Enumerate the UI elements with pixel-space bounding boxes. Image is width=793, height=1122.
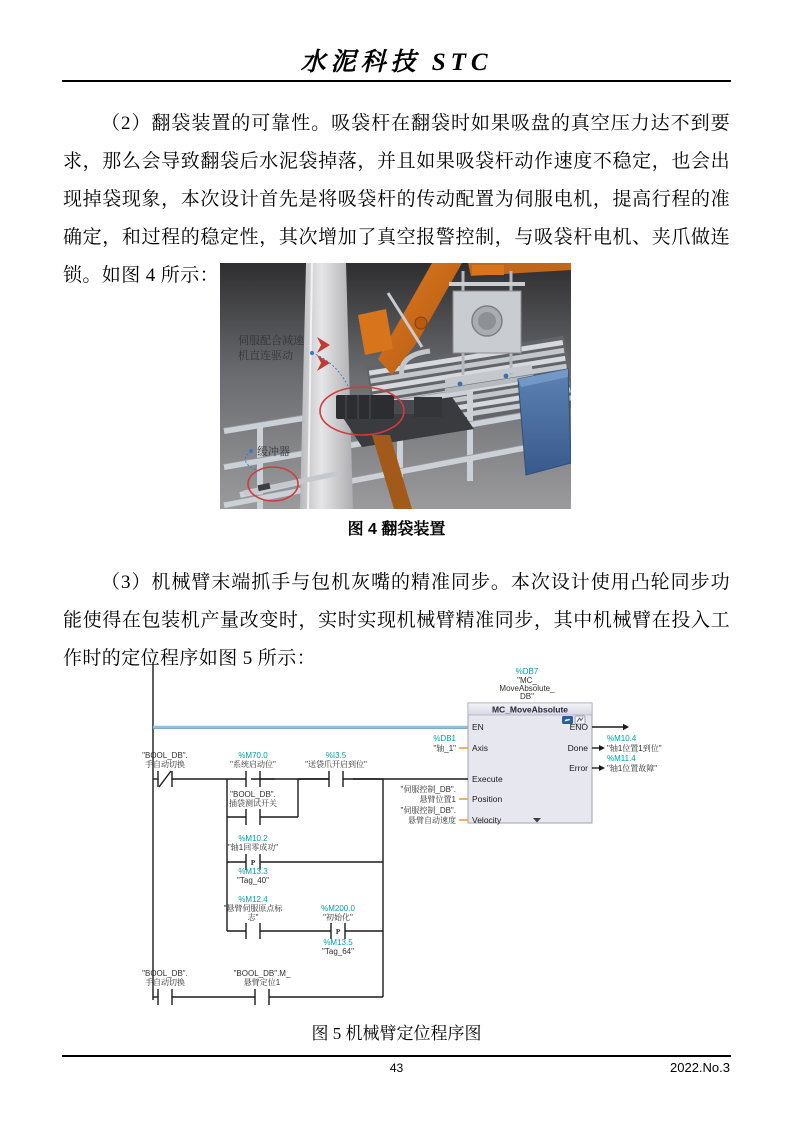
pin-eno: ENO xyxy=(569,722,588,732)
contact-system-start xyxy=(227,751,276,787)
branch-axis-homed xyxy=(227,834,383,885)
figure5-caption: 图 5 机械臂定位程序图 xyxy=(311,1024,482,1043)
page-number: 43 xyxy=(389,1061,404,1075)
servo-label-line1: 伺服配合减速 xyxy=(238,335,304,347)
rung-execute xyxy=(142,751,468,787)
contact-label: "BOOL_DB".M_ xyxy=(233,969,291,978)
contact-label: "送袋爪开启到位" xyxy=(305,760,367,769)
contact-address: %I3.5 xyxy=(325,751,347,760)
branch-arm-origin-init xyxy=(224,895,383,956)
contact-address: %M10.2 xyxy=(238,834,268,843)
contact-label: "BOOL_DB". xyxy=(142,751,188,760)
contact-label: "轴1回零成功" xyxy=(227,843,279,852)
footer-rule xyxy=(62,1055,731,1057)
edge-memory-address: %M13.3 xyxy=(238,867,268,876)
ladder-svg xyxy=(95,650,735,1015)
pin-axis: Axis xyxy=(472,743,489,753)
contact-address: %M12.4 xyxy=(238,895,268,904)
pin-error: Error xyxy=(569,763,588,773)
instance-name-3: DB" xyxy=(520,692,534,701)
contact-address: %M70.0 xyxy=(238,751,268,760)
instance-name-2: MoveAbsolute_ xyxy=(499,684,555,693)
journal-header-title: 水泥科技 STC xyxy=(300,49,493,76)
blue-hopper xyxy=(518,369,571,475)
body-paragraph-3: （3）机械臂末端抓手与包机灰嘴的精准同步。本次设计使用凸轮同步功能使得在包装机产量改变时，实时实现机械臂精准同步，其中机械臂在投入工作时的定位程序如图 5 所示： xyxy=(63,572,730,669)
edge-memory-tag: "Tag_64" xyxy=(322,947,354,956)
done-arrow xyxy=(599,745,605,751)
edge-memory-tag: "Tag_40" xyxy=(237,876,269,885)
position-operand-line1: "伺服控制_DB". xyxy=(400,785,456,794)
position-operand-line2: 悬臂位置1 xyxy=(419,795,456,804)
pin-en: EN xyxy=(472,722,484,732)
done-operand-address: %M10.4 xyxy=(607,734,637,743)
edge-memory-address: %M13.5 xyxy=(323,938,353,947)
block-title: MC_MoveAbsolute xyxy=(491,704,569,715)
contact-label: 手自动切换 xyxy=(145,978,185,987)
error-operand-name: "轴1位置故障" xyxy=(607,764,658,773)
contact-label: "BOOL_DB". xyxy=(142,969,188,978)
arm-joint xyxy=(415,317,427,329)
velocity-operand-line2: 悬臂自动速度 xyxy=(408,816,456,825)
header-rule xyxy=(62,80,731,82)
eno-arrow xyxy=(623,724,629,730)
contact-label: "悬臂伺服原点标 xyxy=(223,904,283,913)
pin-velocity: Velocity xyxy=(472,815,502,825)
block-outputs xyxy=(592,724,662,773)
contact-label: "BOOL_DB". xyxy=(230,790,276,799)
figure4-illustration xyxy=(220,263,571,509)
error-arrow xyxy=(599,765,605,771)
contact-label: "系统启动位" xyxy=(230,760,276,769)
contact-label: 志" xyxy=(247,913,259,922)
contact-label: "初始化" xyxy=(323,913,353,922)
buffer-label: 缓冲器 xyxy=(257,446,290,458)
body-paragraph-2: （2）翻袋装置的可靠性。吸袋杆在翻袋时如果吸盘的真空压力达不到要求，那么会导致翻袋后水泥袋掉落，并且如果吸袋杆动作速度不稳定，也会出现掉袋现象，本次设计首先是将吸袋杆的传动配置为伺服电机，提高行程的准确定，和过程的稳定性，其次增加了真空报警控制，与吸袋杆电机、夹爪做连锁。如图 4 所示： xyxy=(63,113,730,286)
rung-manual-position xyxy=(142,969,383,1005)
axis-operand-address: %DB1 xyxy=(433,734,456,743)
servo-label-line2: 机直连驱动 xyxy=(238,350,293,362)
figure4-caption: 图 4 翻袋装置 xyxy=(347,521,446,538)
contact-address: %M200.0 xyxy=(321,904,355,913)
contact-manual-auto-switch-nc xyxy=(142,751,188,787)
axis-operand-name: "轴_1" xyxy=(433,744,456,753)
instance-db-label xyxy=(499,667,555,701)
pin-position: Position xyxy=(472,794,503,804)
pin-execute: Execute xyxy=(472,774,503,784)
contact-label: 手自动切换 xyxy=(145,760,185,769)
figure5-plc-diagram xyxy=(95,650,735,1015)
issue-number: 2022.No.3 xyxy=(670,1060,730,1075)
pin-done: Done xyxy=(567,743,588,753)
contact-bag-claw-open xyxy=(298,751,383,787)
done-operand-name: "轴1位置1到位" xyxy=(607,744,662,753)
edge-contact-p: P xyxy=(335,928,341,936)
contact-label: 插袋测试开关 xyxy=(229,799,277,808)
branch-bag-test-switch xyxy=(227,790,298,825)
error-operand-address: %M11.4 xyxy=(607,754,636,763)
edge-contact-p: P xyxy=(250,859,256,867)
mc-moveabsolute-block xyxy=(468,703,592,825)
velocity-operand-line1: "伺服控制_DB". xyxy=(400,806,456,815)
instance-address: %DB7 xyxy=(515,667,539,676)
contact-label: 悬臂定位1 xyxy=(243,978,281,987)
figure4-photo xyxy=(220,263,571,509)
instance-name-1: "MC_ xyxy=(517,676,537,685)
